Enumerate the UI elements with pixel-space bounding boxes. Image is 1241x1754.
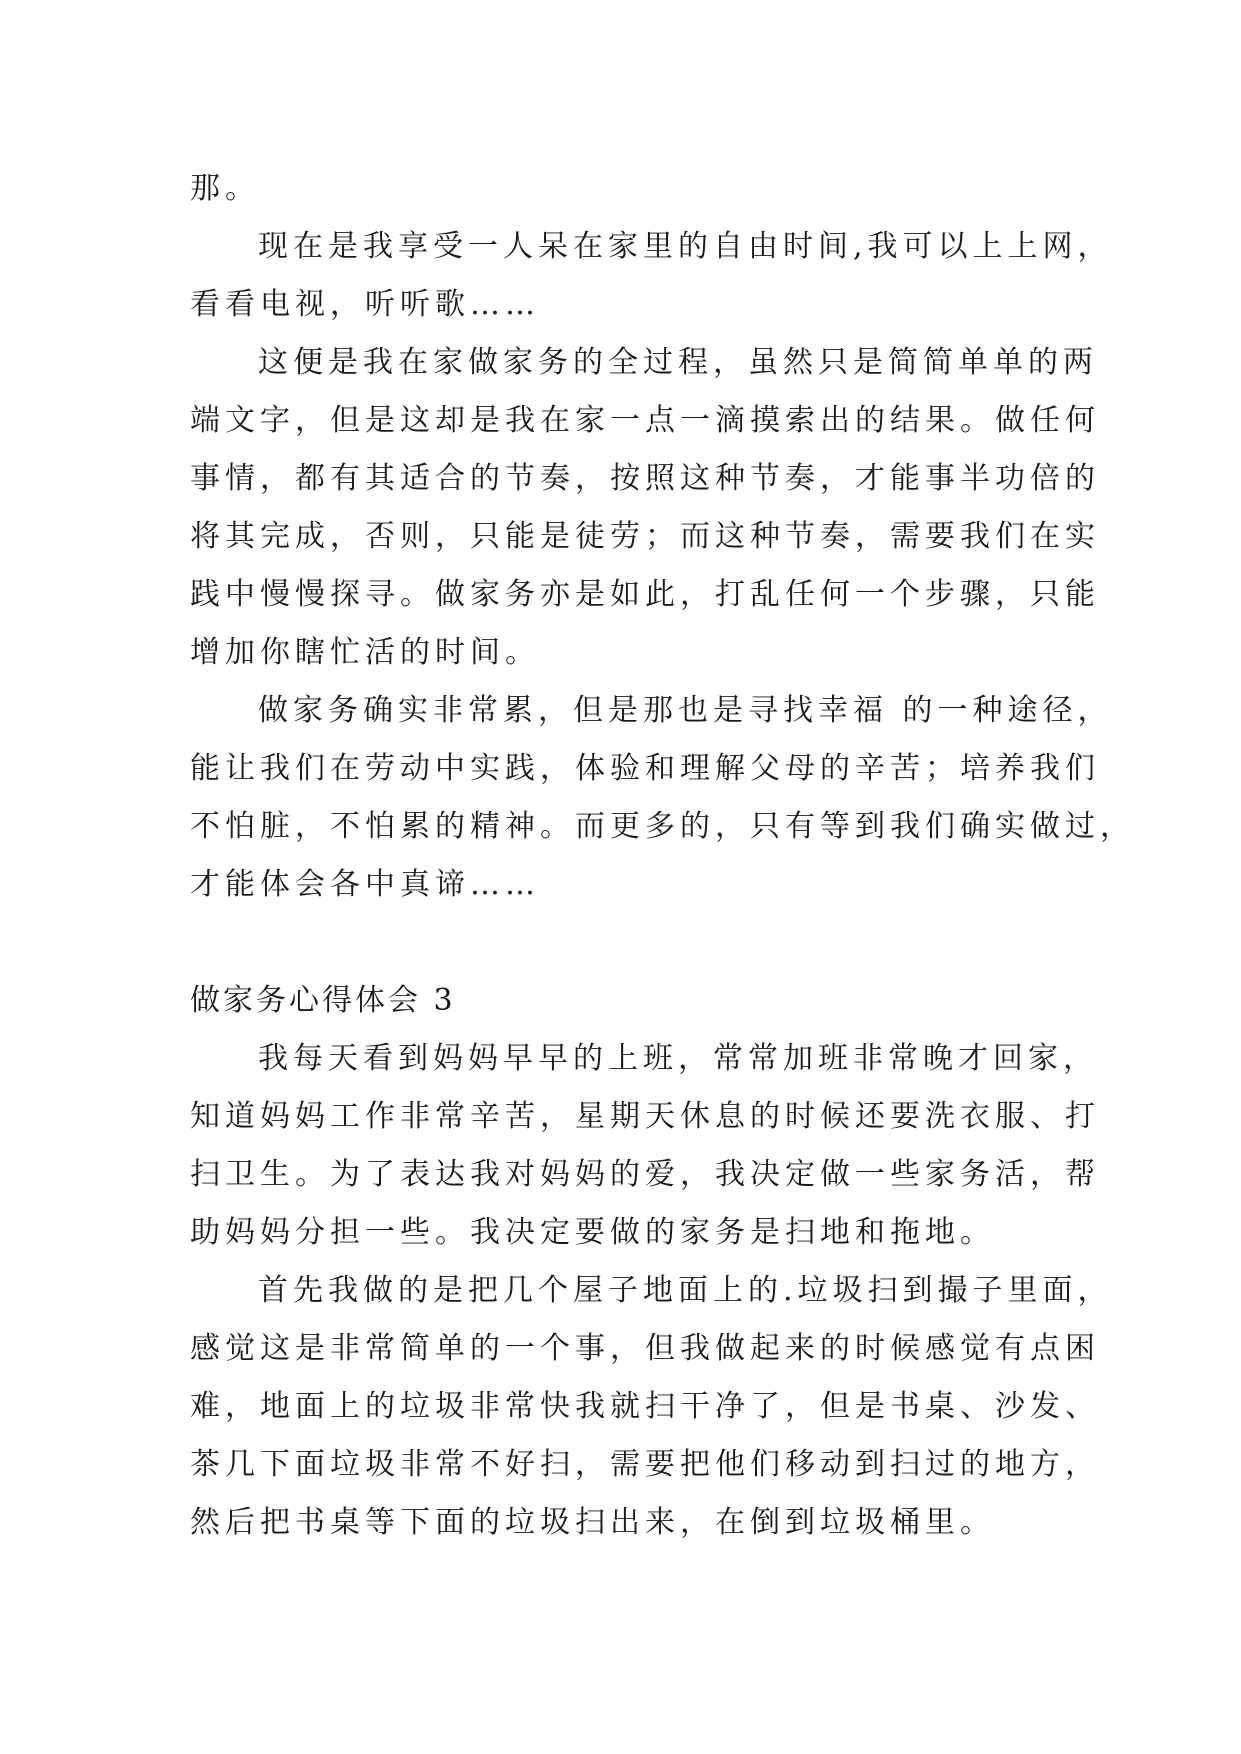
section-title: 做家务心得体会 3 (190, 983, 456, 1018)
paragraph-line: 茶几下面垃圾非常不好扫，需要把他们移动到扫过的地方， (190, 1447, 1100, 1482)
section-spacer (190, 914, 1070, 972)
paragraph-line: 扫卫生。为了表达我对妈妈的爱，我决定做一些家务活，帮 (190, 1157, 1100, 1192)
paragraph-line: 做家务确实非常累，但是那也是寻找幸福 的一种途径， (258, 693, 1113, 728)
paragraph-line: 这便是我在家做家务的全过程，虽然只是简简单单的两 (258, 345, 1098, 380)
paragraph-line: 首先我做的是把几个屋子地面上的.垃圾扫到撮子里面， (258, 1273, 1113, 1308)
paragraph-line: 那。 (190, 171, 260, 206)
paragraph-line: 难，地面上的垃圾非常快我就扫干净了，但是书桌、沙发、 (190, 1389, 1100, 1424)
paragraph-line: 然后把书桌等下面的垃圾扫出来，在倒到垃圾桶里。 (190, 1505, 995, 1540)
paragraph-line: 增加你瞎忙活的时间。 (190, 635, 540, 670)
paragraph-line: 现在是我享受一人呆在家里的自由时间,我可以上上网， (258, 229, 1113, 264)
paragraph-line: 才能体会各中真谛…… (190, 867, 540, 902)
paragraph-line: 看看电视，听听歌…… (190, 287, 540, 322)
paragraph-line: 能让我们在劳动中实践，体验和理解父母的辛苦；培养我们 (190, 751, 1100, 786)
paragraph-line: 事情，都有其适合的节奏，按照这种节奏，才能事半功倍的 (190, 461, 1100, 496)
paragraph-line: 不怕脏，不怕累的精神。而更多的，只有等到我们确实做过， (190, 809, 1135, 844)
paragraph-line: 知道妈妈工作非常辛苦，星期天休息的时候还要洗衣服、打 (190, 1099, 1100, 1134)
paragraph-line: 感觉这是非常简单的一个事，但我做起来的时候感觉有点困 (190, 1331, 1100, 1366)
paragraph-line: 端文字，但是这却是我在家一点一滴摸索出的结果。做任何 (190, 403, 1100, 438)
paragraph-line: 将其完成，否则，只能是徒劳；而这种节奏，需要我们在实 (190, 519, 1100, 554)
paragraph-line: 助妈妈分担一些。我决定要做的家务是扫地和拖地。 (190, 1215, 995, 1250)
paragraph-line: 践中慢慢探寻。做家务亦是如此，打乱任何一个步骤，只能 (190, 577, 1100, 612)
paragraph-line: 我每天看到妈妈早早的上班，常常加班非常晚才回家， (258, 1041, 1098, 1076)
document-body (190, 160, 1135, 1552)
